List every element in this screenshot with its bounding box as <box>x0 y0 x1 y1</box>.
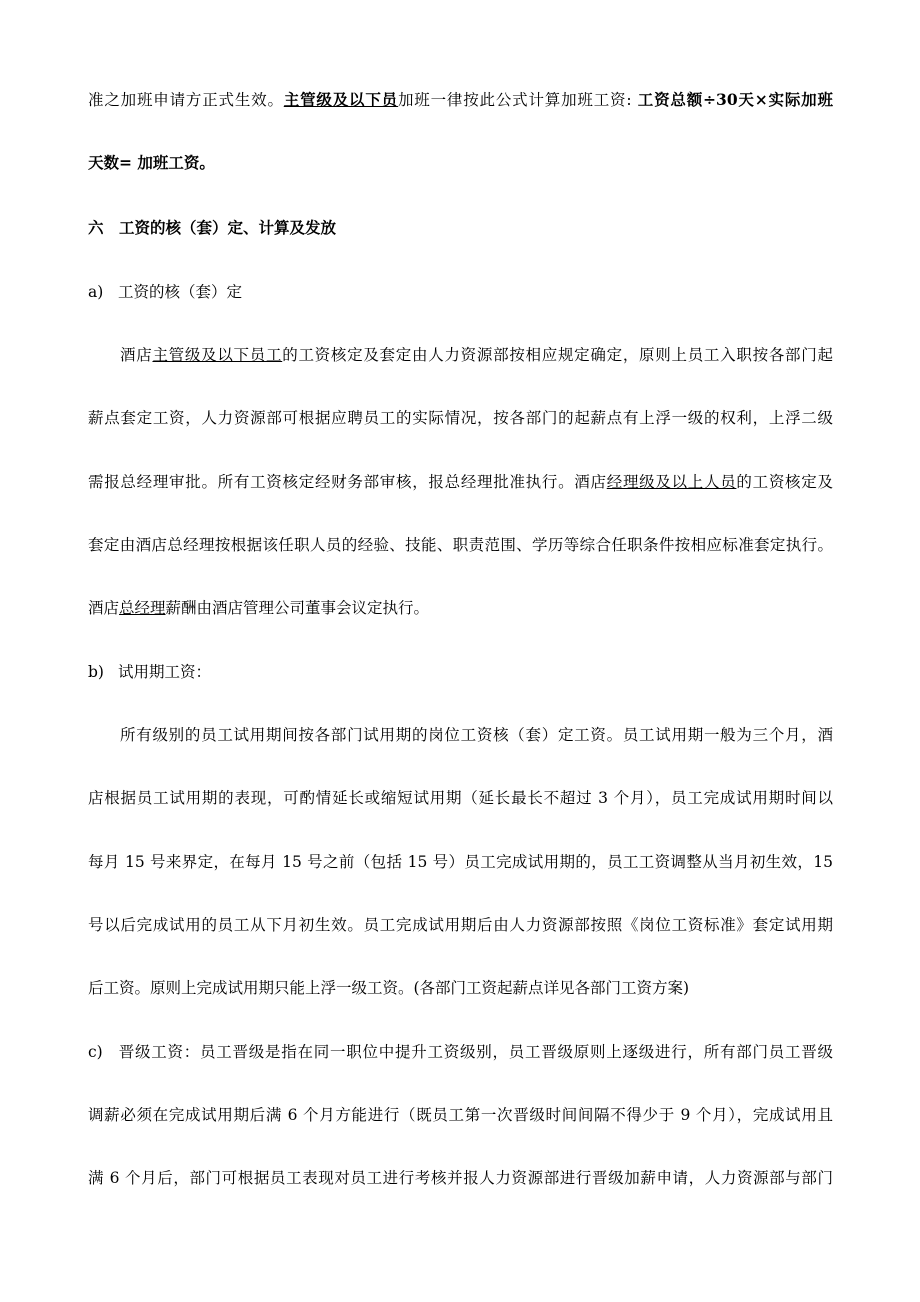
section-heading-6: 六 工资的核（套）定、计算及发放 <box>88 218 337 237</box>
text: 酒店 <box>120 346 153 364</box>
paragraph-c-line-3: 满 6 个月后，部门可根据员工表现对员工进行考核并报人力资源部进行晋级加薪申请，人力资源部与部门 <box>88 1169 833 1187</box>
paragraph-a-line-5 <box>88 598 833 618</box>
overtime-formula: 工资总额÷30天×实际加班 <box>631 90 833 109</box>
paragraph-b-line-1: 所有级别的员工试用期间按各部门试用期的岗位工资核（套）定工资。员工试用期一般为三个月，酒 <box>120 726 833 744</box>
emphasis-supervisor-level: 主管级及以下员 <box>283 90 398 109</box>
list-label: c) <box>88 1043 103 1061</box>
paragraph-c-line-2: 调薪必须在完成试用期后满 6 个月方能进行（既员工第一次晋级时间间隔不得少于 9 个月），完成试用且 <box>88 1106 833 1124</box>
paragraph-b-line-2: 店根据员工试用期的表现，可酌情延长或缩短试用期（延长最长不超过 3 个月），员工完成试用期时间以 <box>88 789 833 807</box>
text: 酒店 <box>88 599 120 617</box>
subheading-title: 试用期工资： <box>118 663 212 681</box>
paragraph-b-line-3: 每月 15 号来界定，在每月 15 号之前（包括 15 号）员工完成试用期的，员工工资调整从当月初生效，15 <box>88 853 833 871</box>
text: 加班一律按此公式计算加班工资: <box>397 91 632 109</box>
text: 准之加班申请方正式生效。 <box>88 91 284 109</box>
text: 晋级工资：员工晋级是指在同一职位中提升工资级别，员工晋级原则上逐级进行，所有部门员工晋级 <box>118 1043 833 1061</box>
paragraph-a-line-3 <box>88 472 833 492</box>
list-label: b) <box>88 663 104 681</box>
text: 的工资核定及套定由人力资源部按相应规定确定，原则上员工入职按各部门起 <box>282 346 833 364</box>
underlined-term: 主管级及以下员工 <box>152 346 283 364</box>
text: 薪酬由酒店管理公司董事会议定执行。 <box>165 599 430 617</box>
subheading-b <box>88 662 833 682</box>
underlined-term: 总经理 <box>119 599 166 617</box>
paragraph-a-line-4: 套定由酒店总经理按根据该任职人员的经验、技能、职责范围、学历等综合任职条件按相应标准套定执行。 <box>88 536 833 554</box>
subheading-title: 工资的核（套）定 <box>118 283 243 301</box>
subheading-c <box>88 1042 833 1062</box>
text: 的工资核定及 <box>736 473 833 491</box>
text: 需报总经理审批。所有工资核定经财务部审核，报总经理批准执行。酒店 <box>88 473 607 491</box>
paragraph-b-line-5: 后工资。原则上完成试用期只能上浮一级工资。(各部门工资起薪点详见各部门工资方案) <box>88 979 690 997</box>
paragraph-a-line-2: 薪点套定工资，人力资源部可根据应聘员工的实际情况，按各部门的起薪点有上浮一级的权利，上浮二级 <box>88 409 833 427</box>
paragraph-b-line-4: 号以后完成试用的员工从下月初生效。员工完成试用期后由人力资源部按照《岗位工资标准》套定试用期 <box>88 916 833 934</box>
paragraph-overtime-line-1 <box>88 90 833 110</box>
subheading-a <box>88 282 833 302</box>
underlined-term: 经理级及以上人员 <box>606 473 737 491</box>
list-label: a) <box>88 283 104 301</box>
paragraph-a-line-1 <box>120 345 833 365</box>
paragraph-overtime-line-2: 天数= 加班工资。 <box>88 153 215 172</box>
